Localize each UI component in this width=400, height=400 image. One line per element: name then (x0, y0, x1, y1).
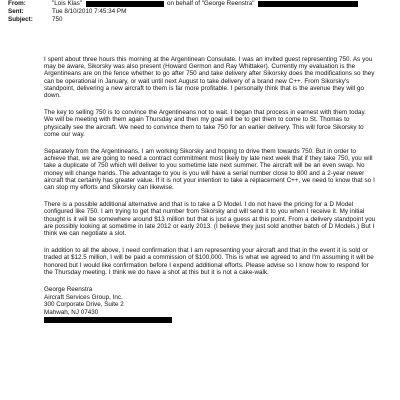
signature-block (44, 286, 376, 323)
redaction-bar (258, 1, 358, 7)
subject-row (8, 16, 392, 24)
body-paragraph: I spent about three hours this morning at the Argentinean Consulate. I was an invited guest representing 750. As you may be aware, Sikorsky was also present (Howard Germon and Ray Whittaker). Currently my evaluation is the Argentineans are on the fence whether to go after 750 and take delivery after Sikorsky does the modifications so they can be operational in January, or wait until next August to take delivery of a brand new C++. From Sikorsky's standpoint, delivering a new aircraft to them is far more profitable. I personally think that is the avenue they will go down. (44, 56, 375, 100)
subject-value: 750 (52, 16, 63, 23)
email-body (44, 56, 376, 323)
from-row (8, 0, 392, 8)
email-header (8, 0, 392, 24)
body-paragraph: In addition to all the above, I need confirmation that I am representing your aircraft and that in the event it is sold or traded at $12.5 million, I will be paid a commission of $100,000. This is what we agreed to and I'm assuming it will be honored but I would like confirmation before I expend additional efforts. Please advise so I know how to respond for the Thursday meeting. I think we do have a shot at this but it is not a cake-walk. (44, 247, 374, 276)
signature-address-line: Mahwah, NJ 07430 (44, 308, 99, 316)
signature-address-line: 300 Corporate Drive, Suite 2 (44, 301, 124, 309)
signature-company: Aircraft Services Group, Inc. (44, 293, 123, 301)
subject-label: Subject: (8, 16, 33, 23)
body-paragraph: The key to selling 750 is to convince the Argentineans not to wait. I began that process in earnest with them today. We will be meeting with them again Thursday and then my goal will be to get them to come to St. Thomas to physically see the aircraft. We need to convince them to take 750 for an earlier delivery. This will force Sikorsky to come our way. (44, 109, 366, 138)
from-label: From: (8, 0, 26, 7)
sent-row (8, 8, 392, 16)
from-value: "Lois Klas" (52, 0, 83, 7)
sent-value: Tue 8/10/2010 7:45:34 PM (52, 8, 127, 15)
sent-label: Sent: (8, 8, 24, 15)
body-paragraph: There is a possible additional alternative and that is to take a D Model. I do not have the pricing for a D Model configured like 750. I am trying to get that number from Sikorsky and will send it to you when I receive it. My initial thought is it will be somewhere around $13 million but that is just a guess at this point. From a delivery standpoint you are possibly looking at sometime in late 2012 or early 2013. (I believe they just sold another batch of D Models.) But I think we can negotiate a slot. (44, 201, 376, 238)
body-paragraph: Separately from the Argentineans, I am working Sikorsky and hoping to drive them towards 750. But in order to achieve that, we are going to need a contract commitment most likely by late next week that if they take 750, you will take a duplicate of 750 which will deliver to you sometime late next summer. The aircraft will be an even swap. No money will change hands. The advantage to you is you will have a serial number close to 800 and a 2-year newer aircraft that certainly has greater value. If it is not your intention to take a replacement C++, we need to know that so I can stop my efforts and Sikorsky can likewise. (44, 148, 375, 192)
signature-name: George Reenstra (44, 286, 93, 294)
redaction-bar (86, 1, 164, 7)
from-suffix: on behalf of "George Reenstra" (167, 0, 255, 7)
redaction-bar (44, 317, 172, 323)
